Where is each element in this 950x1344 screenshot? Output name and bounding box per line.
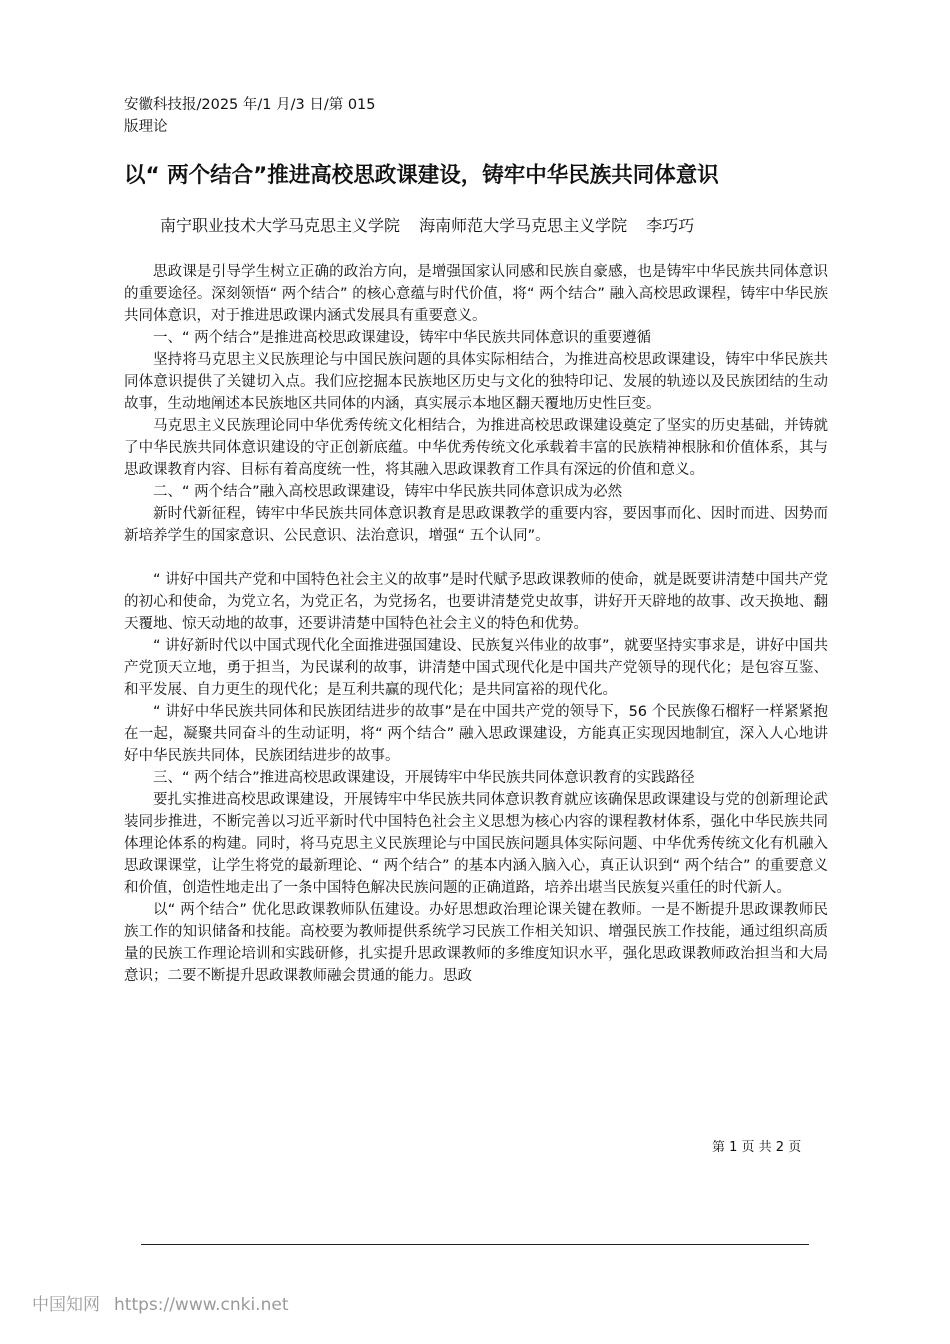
paragraph: “ 讲好中国共产党和中国特色社会主义的故事”是时代赋予思政课教师的使命，就是既要讲清楚中国共产党的初心和使命，为党立名，为党正名，为党扬名，也要讲清楚党史故事，讲好开天辟地的故事、改天换地、翻天覆地、惊天动地的故事，还要讲清楚中国特色社会主义的特色和优势。 [124, 572, 828, 632]
watermark-url: https://www.cnki.net [114, 1295, 289, 1315]
article-body [124, 261, 828, 987]
section-heading-1: 一、“ 两个结合”是推进高校思政课建设，铸牢中华民族共同体意识的重要遵循 [153, 330, 652, 346]
section-heading-3: 三、“ 两个结合”推进高校思政课建设，开展铸牢中华民族共同体意识教育的实践路径 [153, 770, 695, 786]
paragraph: 新时代新征程，铸牢中华民族共同体意识教育是思政课教学的重要内容，要因事而化、因时而进、因势而新培养学生的国家意识、公民意识、法治意识，增强“ 五个认同”。 [124, 506, 828, 544]
article-title: 以“ 两个结合”推进高校思政课建设，铸牢中华民族共同体意识 [124, 163, 719, 188]
section-heading-2: 二、“ 两个结合”融入高校思政课建设，铸牢中华民族共同体意识成为必然 [153, 484, 623, 500]
page-indicator: 第 1 页 共 2 页 [712, 1140, 802, 1155]
source-line-1: 安徽科技报/2025 年/1 月/3 日/第 015 [124, 97, 376, 113]
author-affiliation-1: 南宁职业技术大学马克思主义学院 [160, 216, 401, 235]
author-name: 李巧巧 [646, 216, 695, 235]
paragraph: 坚持将马克思主义民族理论与中国民族问题的具体实际相结合，为推进高校思政课建设，铸牢中华民族共同体意识提供了关键切入点。我们应挖掘本民族地区历史与文化的独特印记、发展的轨迹以及民族团结的生动故事，生动地阐述本民族地区共同体的内涵，真实展示本地区翻天覆地历史性巨变。 [124, 352, 828, 412]
paragraph: 要扎实推进高校思政课建设，开展铸牢中华民族共同体意识教育就应该确保思政课建设与党的创新理论武装同步推进，不断完善以习近平新时代中国特色社会主义思想为核心内容的课程教材体系，强化中华民族共同体理论体系的构建。同时，将马克思主义民族理论与中国民族问题具体实际问题、中华优秀传统文化有机融入思政课课堂，让学生将党的最新理论、“ 两个结合” 的基本内涵入脑入心，真正认识到“ 两个结合” 的重要意义和价值，创造性地走出了一条中国特色解决民族问题的正确道路，培养出堪当民族复兴重任的时代新人。 [124, 792, 828, 896]
watermark [32, 1293, 288, 1317]
paragraph-gap [124, 547, 828, 569]
paragraph: 以“ 两个结合” 优化思政课教师队伍建设。办好思想政治理论课关键在教师。一是不断提升思政课教师民族工作的知识储备和技能。高校要为教师提供系统学习民族工作相关知识、增强民族工作技能，通过组织高质量的民族工作理论培训和实践研修，扎实提升思政课教师的多维度知识水平，强化思政课教师政治担当和大局意识；二要不断提升思政课教师融会贯通的能力。思政 [124, 902, 828, 984]
source-line-2: 版理论 [124, 119, 168, 135]
watermark-brand: 中国知网 [32, 1295, 100, 1315]
author-affiliation-2: 海南师范大学马克思主义学院 [419, 216, 628, 235]
footer-divider [141, 1244, 809, 1245]
author-line [160, 214, 820, 238]
paragraph: “ 讲好新时代以中国式现代化全面推进强国建设、民族复兴伟业的故事”，就要坚持实事求是，讲好中国共产党顶天立地，勇于担当，为民谋利的故事，讲清楚中国式现代化是中国共产党领导的现代化；是包容互鉴、和平发展、自力更生的现代化；是互利共赢的现代化；是共同富裕的现代化。 [124, 638, 828, 698]
paragraph-intro: 思政课是引导学生树立正确的政治方向，是增强国家认同感和民族自豪感，也是铸牢中华民族共同体意识的重要途径。深刻领悟“ 两个结合” 的核心意蕴与时代价值，将“ 两个结合” 融入高校思政课程，铸牢中华民族共同体意识，对于推进思政课内涵式发展具有重要意义。 [124, 264, 828, 324]
paragraph: “ 讲好中华民族共同体和民族团结进步的故事”是在中国共产党的领导下，56 个民族像石榴籽一样紧紧抱在一起，凝聚共同奋斗的生动证明，将“ 两个结合” 融入思政课建设，方能真正实现因地制宜，深入人心地讲好中华民族共同体，民族团结进步的故事。 [124, 704, 828, 764]
source-info [124, 94, 424, 138]
paragraph: 马克思主义民族理论同中华优秀传统文化相结合，为推进高校思政课建设奠定了坚实的历史基础，并铸就了中华民族共同体意识建设的守正创新底蕴。中华优秀传统文化承载着丰富的民族精神根脉和价值体系，其与思政课教育内容、目标有着高度统一性，将其融入思政课教育工作具有深远的价值和意义。 [124, 418, 828, 478]
